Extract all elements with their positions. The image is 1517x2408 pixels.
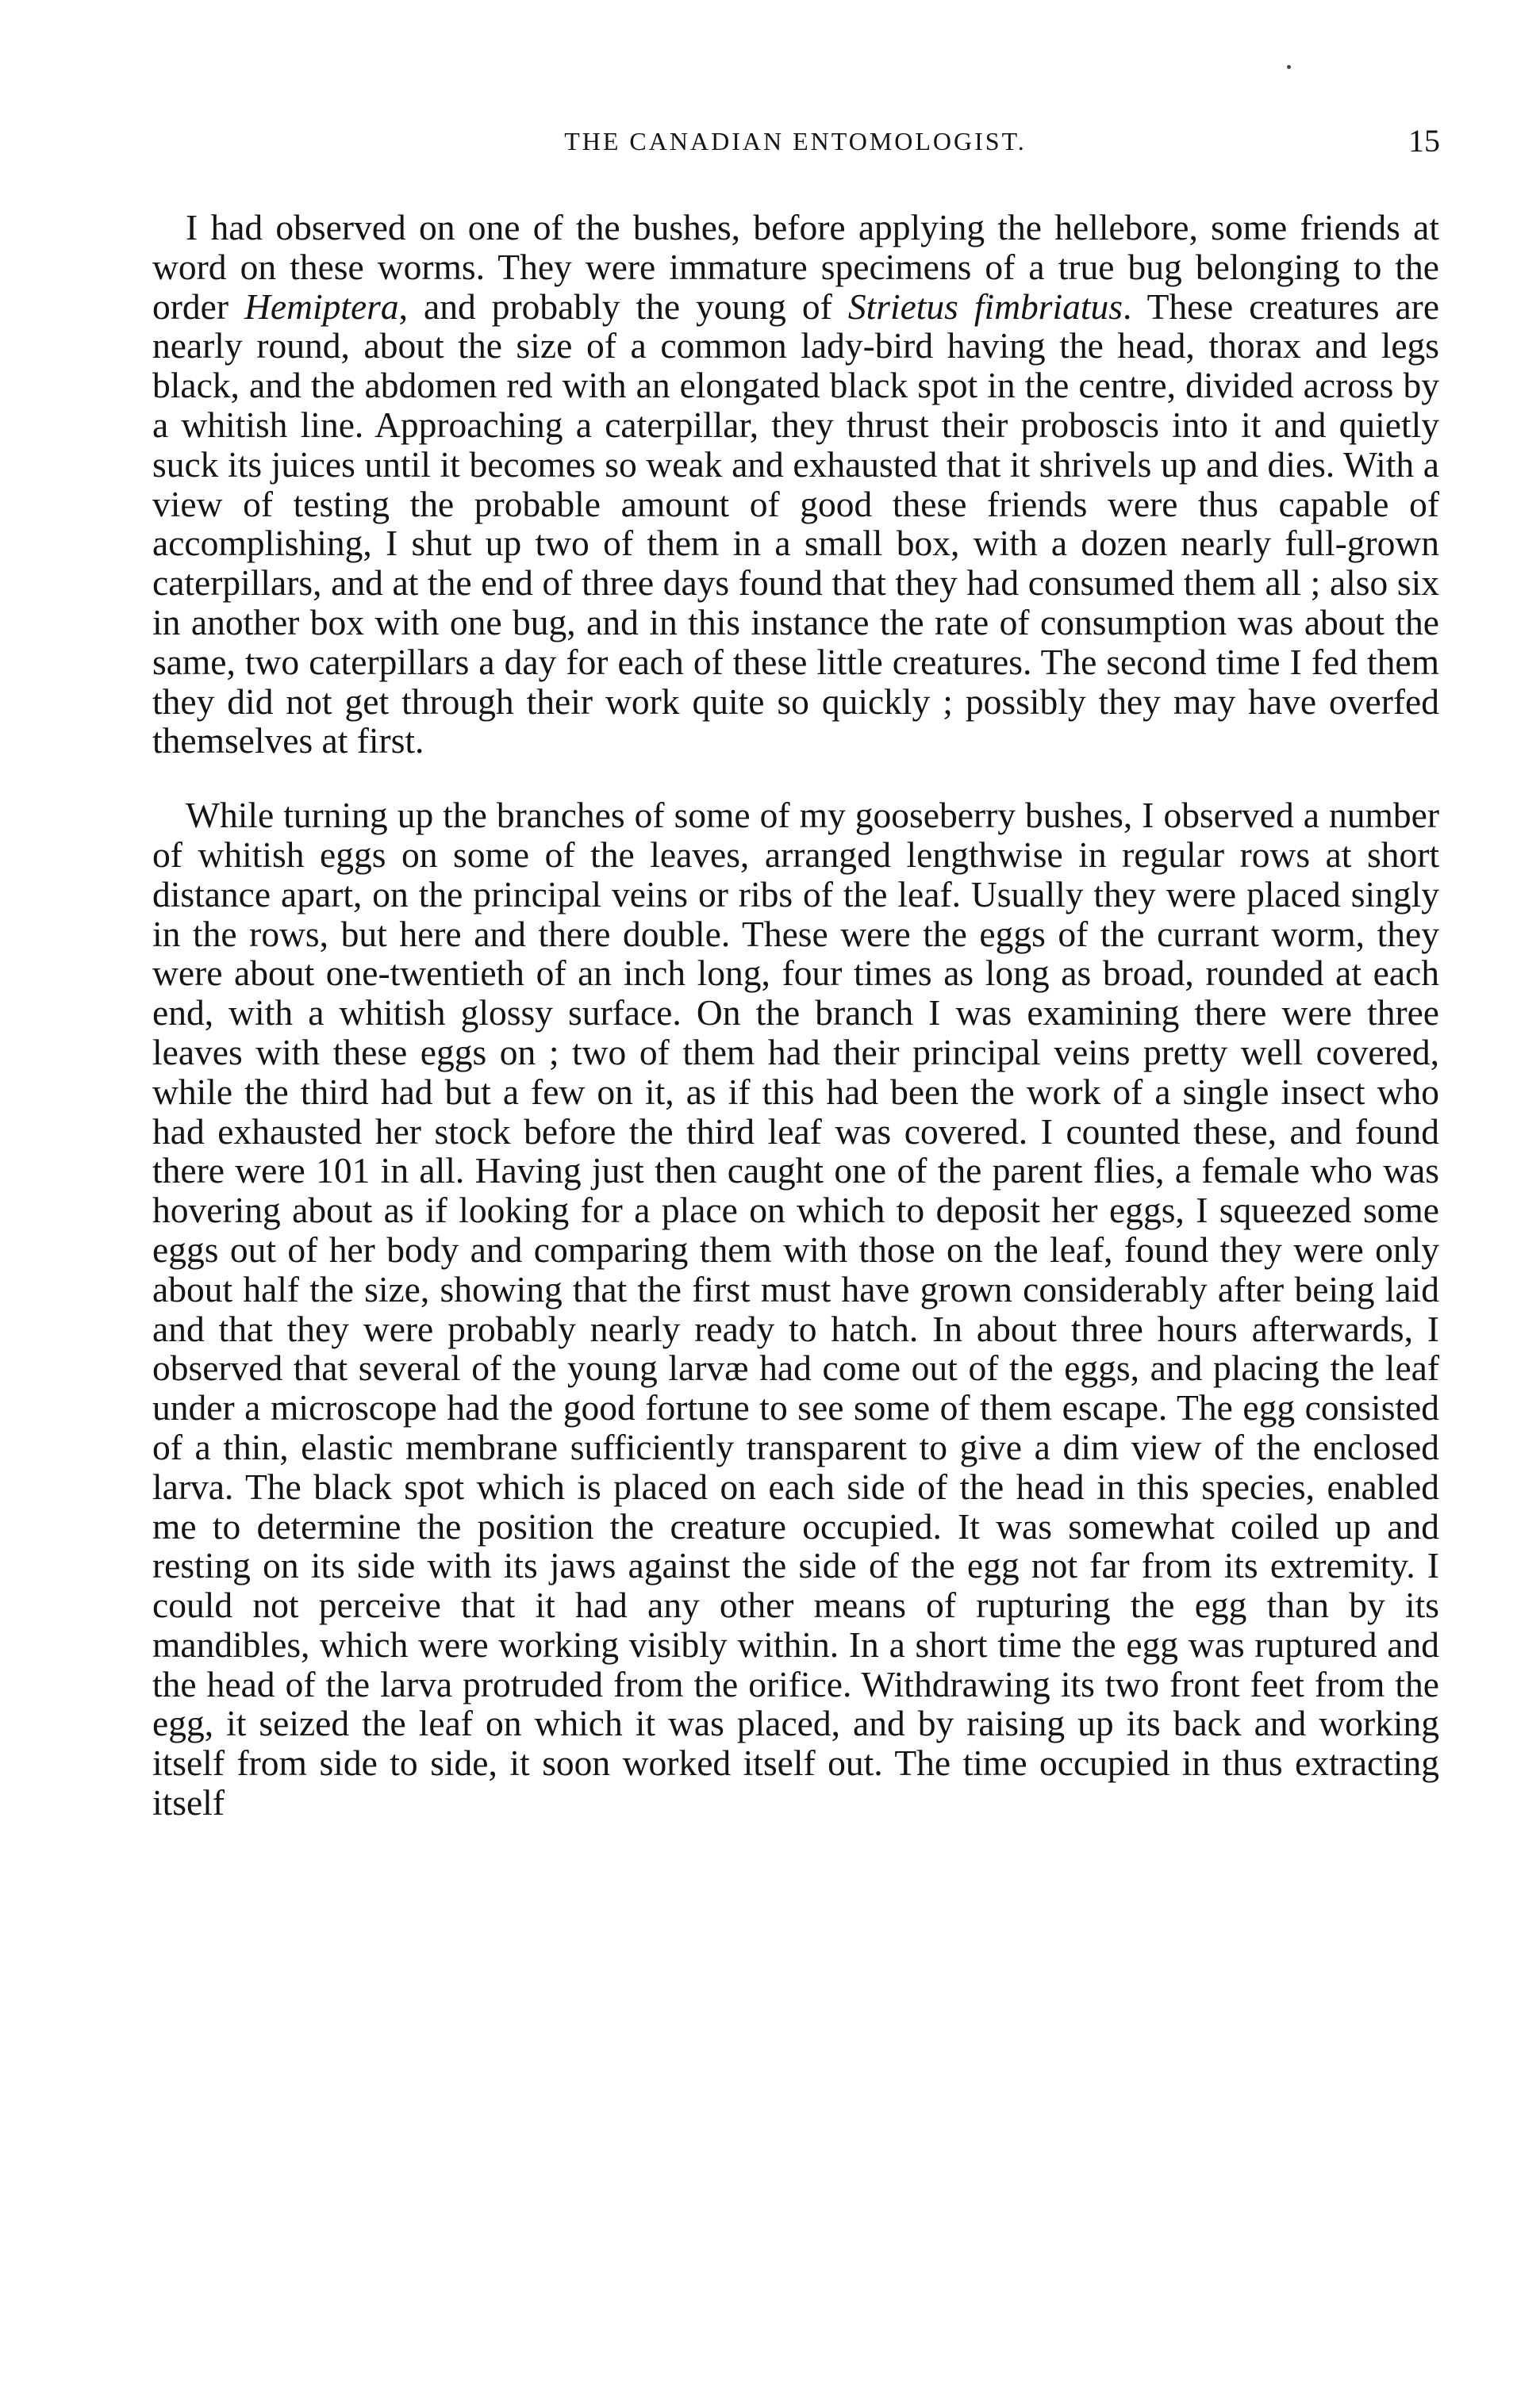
journal-title: THE CANADIAN ENTOMOLOGIST. (564, 127, 1027, 155)
running-header (151, 119, 1440, 167)
paragraph-bug-observation (152, 208, 1439, 761)
text-run: , and probably the young of (398, 286, 848, 327)
stray-mark (1287, 65, 1291, 69)
article-body (152, 208, 1439, 1823)
italic-run: Strietus fimbriatus (847, 286, 1123, 327)
italic-run: Hemiptera (244, 286, 399, 327)
page-number: 15 (1408, 123, 1440, 159)
paragraph-currant-worm-eggs (152, 796, 1439, 1823)
text-run: While turning up the branches of some of my gooseberry bushes, I observed a number of whitish eggs on some of the leaves, arranged lengthwise in regular rows at short distance apart, on the principal veins or ribs of the leaf. Usually they were placed singly in the rows, but here and there double. These were the eggs of the currant worm, they were about one-twentieth of an inch long, four times as long as broad, rounded at each end, with a whitish glossy surface. On the branch I was examining there were three leaves with these eggs on ; two of them had their principal veins pretty well covered, while the third had but a few on it, as if this had been the work of a single insect who had exhausted her stock before the third leaf was covered. I counted these, and found there were 101 in all. Having just then caught one of the parent flies, a female who was hovering about as if looking for a place on which to deposit her eggs, I squeezed some eggs out of her body and comparing them with those on the leaf, found they were only about half the size, showing that the first must have grown considerably after being laid and that they were probably nearly ready to hatch. In about three hours afterwards, I observed that several of the young larvæ had come out of the eggs, and placing the leaf under a microscope had the good fortune to see some of them escape. The egg consisted of a thin, elastic membrane sufficiently transparent to give a dim view of the enclosed larva. The black spot which is placed on each side of the head in this species, enabled me to determine the position the creature occupied. It was somewhat coiled up and resting on its side with its jaws against the side of the egg not far from its extremity. I could not perceive that it had any other means of rupturing the egg than by its mandibles, which were working visibly within. In a short time the egg was ruptured and the head of the larva protruded from the orifice. Withdrawing its two front feet from the egg, it seized the leaf on which it was placed, and by raising up its back and working itself from side to side, it soon worked itself out. The time occupied in thus extracting itself (152, 795, 1439, 1823)
text-run: . These creatures are nearly round, about the size of a common lady-bird having the head, thorax and legs black, and the abdomen red with an elongated black spot in the centre, divided across by a whitish line. Approaching a caterpillar, they thrust their proboscis into it and quietly suck its juices until it becomes so weak and exhausted that it shrivels up and dies. With a view of testing the probable amount of good these friends were thus capable of accomplishing, I shut up two of them in a small box, with a dozen nearly full-grown caterpillars, and at the end of three days found that they had consumed them all ; also six in another box with one bug, and in this instance the rate of consumption was about the same, two caterpillars a day for each of these little creatures. The second time I fed them they did not get through their work quite so quickly ; possibly they may have overfed themselves at first. (152, 286, 1440, 761)
text-run: I had observed on one of the bushes, before applying the hellebore, some friends at word on these worms. They were immature specimens of a true bug belonging to the order (152, 207, 1439, 327)
